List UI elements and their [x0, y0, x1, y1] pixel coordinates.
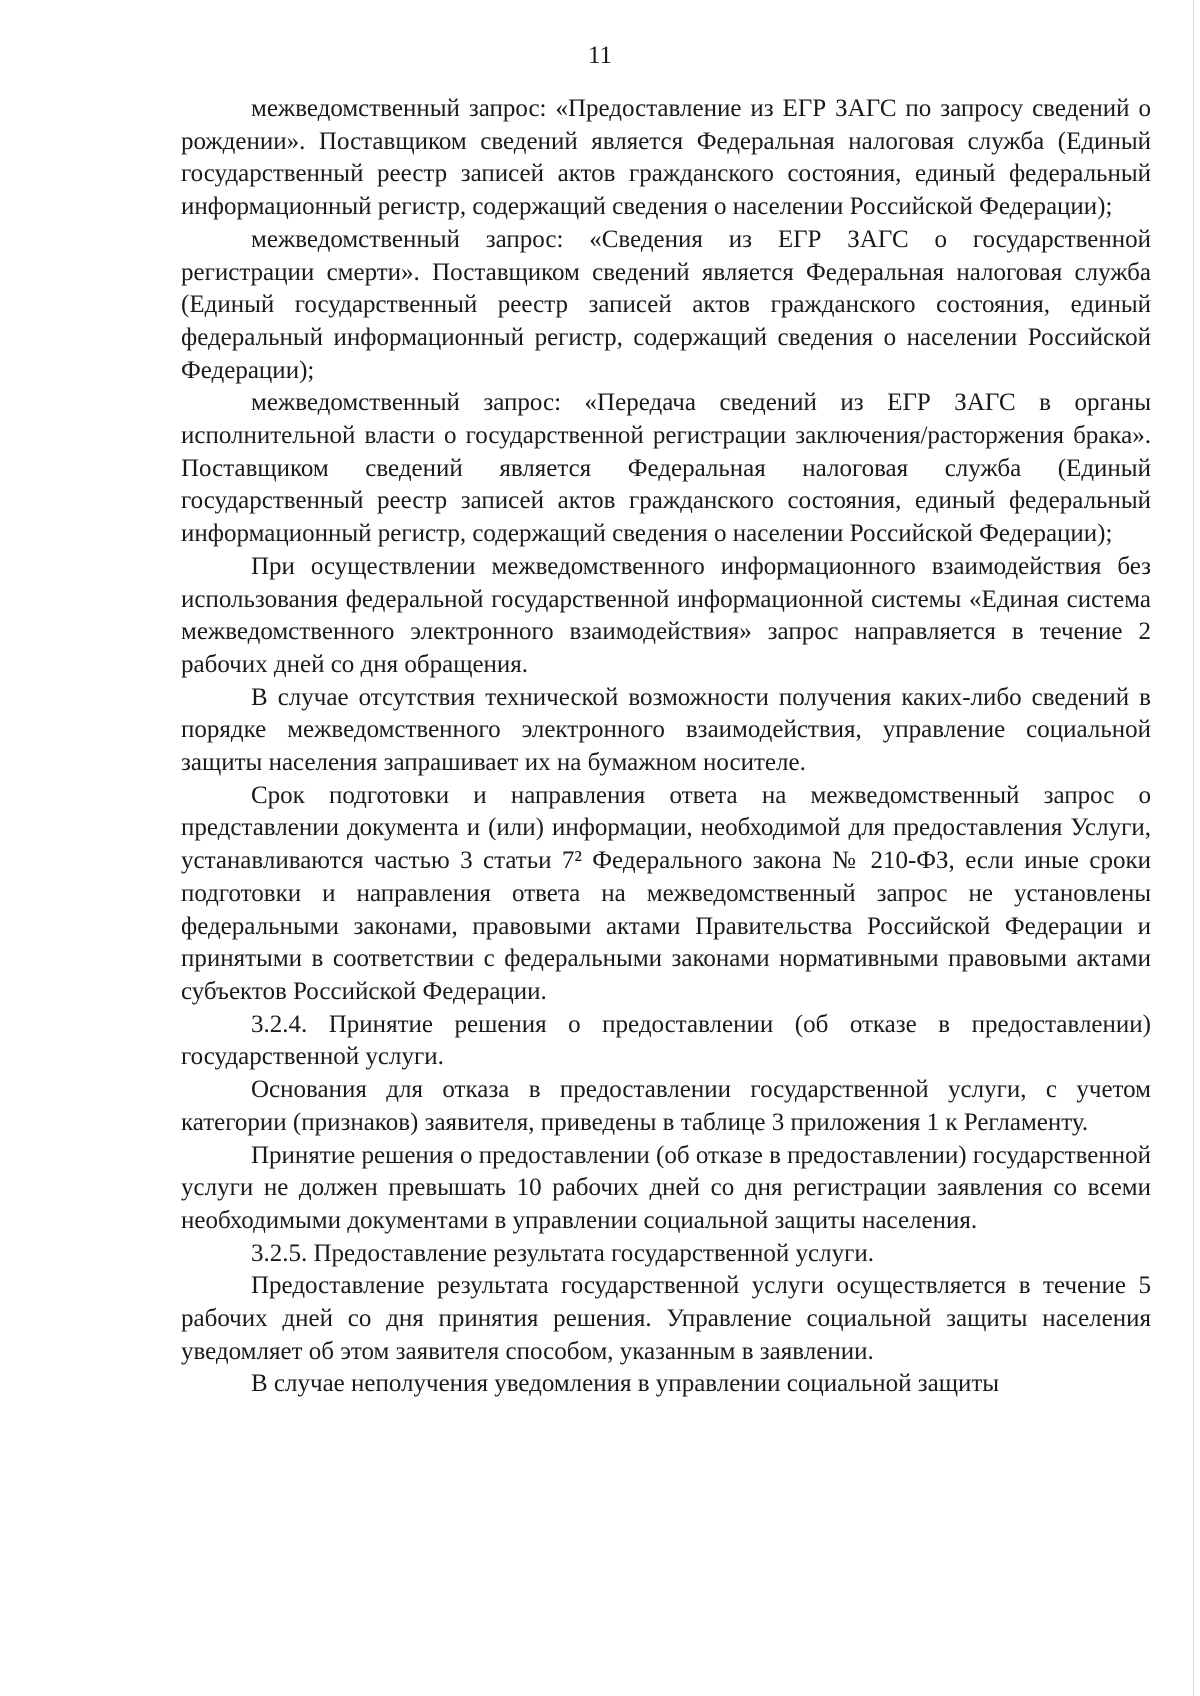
paragraph-interagency-request-marriage: межведомственный запрос: «Передача сведений из ЕГР ЗАГС в органы исполнительной власти о государственной регистрации заключения/расторжения брака». Поставщиком сведений является Федеральная налоговая служба (Единый государственный реестр записей актов гражданского состояния, единый федеральный информационный регистр, содержащий сведения о населении Российской Федерации);: [181, 389, 1151, 548]
section-heading-3-2-5: 3.2.5. Предоставление результата государственной услуги.: [251, 1239, 874, 1267]
document-body: [181, 93, 1151, 1401]
paragraph-non-receipt: В случае неполучения уведомления в управлении социальной защиты: [251, 1370, 1000, 1398]
paragraph-without-smev: При осуществлении межведомственного информационного взаимодействия без использования федеральной государственной информационной системы «Единая система межведомственного электронного взаимодействия» запрос направляется в течение 2 рабочих дней со дня обращения.: [181, 552, 1151, 678]
scan-edge-line: [1193, 0, 1194, 1696]
paragraph-interagency-request-death: межведомственный запрос: «Сведения из ЕГР ЗАГС о государственной регистрации смерти». Поставщиком сведений является Федеральная налоговая служба (Единый государственный реестр записей актов гражданского состояния, единый федеральный информационный регистр, содержащий сведения о населении Российской Федерации);: [181, 225, 1151, 384]
paragraph-interagency-request-birth: межведомственный запрос: «Предоставление из ЕГР ЗАГС по запросу сведений о рождении». Поставщиком сведений является Федеральная налоговая служба (Единый государственный реестр записей актов гражданского состояния, единый федеральный информационный регистр, содержащий сведения о населении Российской Федерации);: [181, 95, 1151, 221]
paragraph-decision-deadline: Принятие решения о предоставлении (об отказе в предоставлении) государственной услуги не должен превышать 10 рабочих дней со дня регистрации заявления со всеми необходимыми документами в управлении социальной защиты населения.: [181, 1141, 1151, 1234]
paragraph-response-deadline: Срок подготовки и направления ответа на межведомственный запрос о представлении документа и (или) информации, необходимой для предоставления Услуги, устанавливаются частью 3 статьи 7² Федерального закона № 210-ФЗ, если иные сроки подготовки и направления ответа на межведомственный запрос не установлены федеральными законами, правовыми актами Правительства Российской Федерации и принятыми в соответствии с федеральными законами нормативными правовыми актами субъектов Российской Федерации.: [181, 781, 1151, 1005]
paragraph-result-delivery: Предоставление результата государственной услуги осуществляется в течение 5 рабочих дней со дня принятия решения. Управление социальной защиты населения уведомляет об этом заявителя способом, указанным в заявлении.: [181, 1272, 1151, 1365]
page-number: 11: [587, 42, 613, 69]
section-heading-3-2-4: 3.2.4. Принятие решения о предоставлении (об отказе в предоставлении) государственной услуги.: [181, 1010, 1151, 1071]
paragraph-paper-request: В случае отсутствия технической возможности получения каких-либо сведений в порядке межведомственного электронного взаимодействия, управление социальной защиты населения запрашивает их на бумажном носителе.: [181, 683, 1151, 777]
paragraph-refusal-grounds: Основания для отказа в предоставлении государственной услуги, с учетом категории (признаков) заявителя, приведены в таблице 3 приложения 1 к Регламенту.: [181, 1076, 1151, 1136]
